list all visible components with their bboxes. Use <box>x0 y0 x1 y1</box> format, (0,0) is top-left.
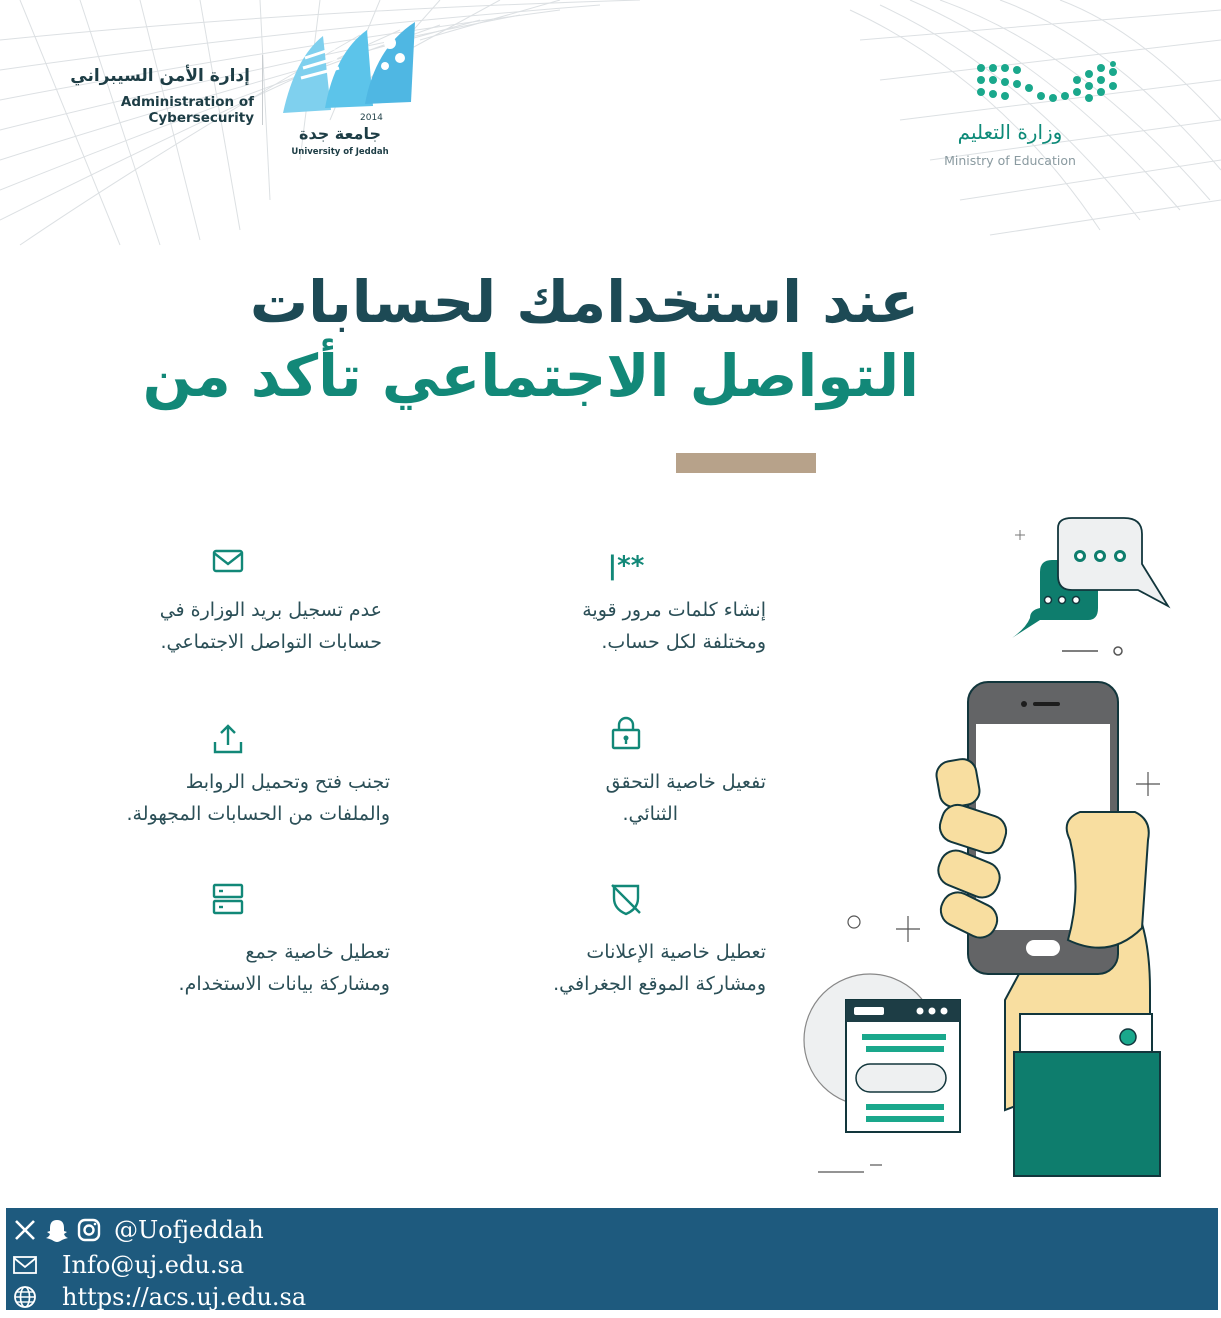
headline-line-2: التواصل الاجتماعي تأكد من <box>142 342 919 410</box>
tip-line-2: حسابات التواصل الاجتماعي. <box>160 631 382 653</box>
website-row <box>12 1283 306 1311</box>
tip-line-1: تعطيل خاصية جمع <box>245 941 390 963</box>
tip-line-2: ومختلفة لكل حساب. <box>601 631 766 653</box>
cyber-admin-english-name: Administration of Cybersecurity <box>120 94 254 126</box>
server-icon <box>211 882 245 916</box>
tip-line-1: إنشاء كلمات مرور قوية <box>582 599 766 621</box>
tip-strong-passwords <box>436 594 766 658</box>
tip-line-2: الثنائي. <box>622 803 678 825</box>
tip-line-1: تفعيل خاصية التحقق <box>605 771 766 793</box>
contact-email[interactable]: Info@uj.edu.sa <box>62 1251 245 1279</box>
tip-disable-ads-location <box>436 936 766 1000</box>
tip-line-2: والملفات من الحسابات المجهولة. <box>126 803 390 825</box>
tip-line-2: ومشاركة بيانات الاستخدام. <box>178 973 390 995</box>
chat-bubbles-illustration <box>1000 510 1180 660</box>
social-handle[interactable]: @Uofjeddah <box>114 1216 264 1244</box>
university-arabic-name: جامعة جدة <box>299 124 381 143</box>
snapchat-icon[interactable] <box>44 1217 70 1243</box>
header-separator <box>262 55 263 125</box>
tip-line-1: عدم تسجيل بريد الوزارة في <box>159 599 382 621</box>
university-english-name: University of Jeddah <box>291 147 389 157</box>
email-row <box>12 1251 244 1279</box>
footer-contact-box <box>6 1208 307 1311</box>
shield-off-icon <box>609 882 643 916</box>
mail-icon <box>12 1252 38 1278</box>
tip-disable-usage-data <box>60 936 390 1000</box>
upload-icon <box>211 722 245 756</box>
cyber-admin-arabic-name: إدارة الأمن السيبراني <box>70 66 250 86</box>
tip-ministry-email <box>52 594 382 658</box>
headline-line-1: عند استخدامك لحسابات <box>249 268 919 336</box>
university-of-jeddah-logo <box>275 18 425 128</box>
social-row <box>12 1216 264 1244</box>
headline-divider <box>676 453 816 473</box>
hand-phone-illustration <box>790 660 1180 1195</box>
mail-icon <box>211 544 245 578</box>
uj-year: 2014 <box>360 113 383 123</box>
tip-line-1: تجنب فتح وتحميل الروابط <box>185 771 390 793</box>
tip-line-2: ومشاركة الموقع الجغرافي. <box>553 973 766 995</box>
tip-unknown-links <box>60 766 390 830</box>
tip-line-1: تعطيل خاصية الإعلانات <box>586 941 766 963</box>
ministry-of-education-logo-mark <box>975 60 1125 110</box>
x-twitter-icon[interactable] <box>12 1217 38 1243</box>
globe-icon <box>12 1284 38 1310</box>
website-link[interactable]: https://acs.uj.edu.sa <box>62 1283 307 1311</box>
instagram-icon[interactable] <box>76 1217 102 1243</box>
tip-two-factor <box>436 766 766 830</box>
ministry-english-name: Ministry of Education <box>944 153 1076 168</box>
lock-icon <box>609 716 643 750</box>
footer-bar <box>278 1208 1218 1310</box>
ministry-arabic-name: وزارة التعليم <box>957 120 1063 144</box>
password-icon: |** <box>607 551 645 581</box>
